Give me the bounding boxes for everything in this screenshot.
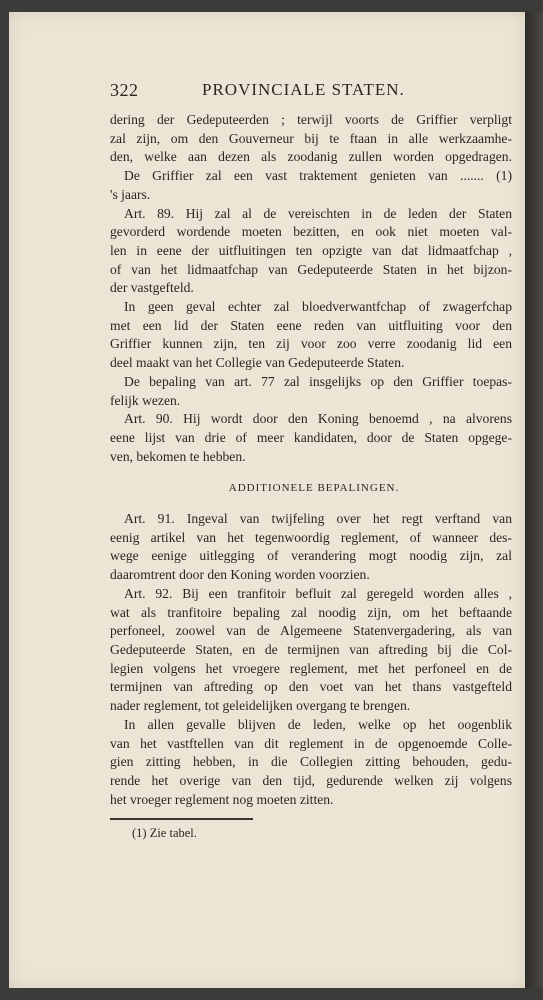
text-line: of van het lidmaatfchap van Gedeputeerde Staten in het bijzon- [110, 261, 512, 277]
text-line: rende het overige van den tijd, gedurende welken zij volgens [110, 772, 512, 788]
text-line: het vroeger reglement nog moeten zitten. [110, 791, 334, 807]
text-line: eene lijst van drie of meer kandidaten, door de Staten opgege- [110, 429, 512, 445]
text-line: gien zitting hebben, in die Collegien zitting behouden, gedu- [110, 754, 512, 770]
running-head: PROVINCIALE STATEN. [202, 80, 405, 99]
text-line: Art. 89. Hij zal al de vereischten in de leden der Staten [124, 205, 512, 221]
text-line: deel maakt van het Collegie van Gedeputeerde Staten. [110, 355, 405, 371]
text-line: termijnen van aftreding op den voet van het thans vastgefteld [110, 679, 512, 695]
text-line: felijk wezen. [110, 392, 181, 408]
text-line: In geen geval echter zal bloedverwantfchap of zwagerfchap [124, 299, 512, 315]
body-text [110, 111, 512, 809]
text-line: 's jaars. [110, 186, 151, 202]
text-line: dering der Gedeputeerden ; terwijl voorts de Griffier verpligt [110, 112, 512, 127]
text-line: van het vastftellen van dit reglement in de opgenoemde Colle- [110, 735, 512, 751]
text-line: Griffier kunnen zijn, ten zij voor zoo verre zoodanig lid een [110, 336, 512, 352]
page-header [110, 80, 405, 102]
text-line: met een lid der Staten eene reden van uitfluiting voor den [110, 317, 512, 333]
text-line: De Griffier zal een vast traktement genieten van ....... (1) [124, 168, 512, 184]
text-line: wat als tranfitoire bepaling zal noodig zijn, om het beftaande [110, 604, 512, 620]
text-line: wege eenige uitlegging of verandering mogt noodig zijn, zal [110, 548, 512, 564]
text-line: De bepaling van art. 77 zal insgelijks op den Griffier toepas- [124, 373, 512, 389]
text-line: ven, bekomen te hebben. [110, 448, 246, 464]
page-edge-shadow [525, 12, 543, 988]
text-line: nader reglement, tot geleidelijken overgang te brengen. [110, 698, 411, 714]
text-line: len in eene der uitfluitingen ten opzigte van dat lidmaatfchap , [110, 242, 512, 258]
section-heading: ADDITIONELE BEPALINGEN. [228, 482, 400, 495]
text-line: Gedeputeerde Staten, en de termijnen van aftreding bij die Col- [110, 641, 512, 657]
text-line: zal zijn, om den Gouverneur bij te ftaan in alle werkzaamhe- [110, 130, 512, 146]
text-line: Art. 92. Bij een tranfitoir befluit zal geregeld worden alles , [124, 585, 512, 601]
text-line: daaromtrent door den Koning worden voorzien. [110, 567, 370, 583]
text-line: Art. 90. Hij wordt door den Koning benoemd , na alvorens [124, 411, 512, 427]
text-line: der vastgefteld. [110, 280, 194, 296]
text-line: eenig artikel van het tegenwoordig reglement, of wanneer des- [110, 529, 512, 545]
text-line: In allen gevalle blijven de leden, welke op het oogenblik [124, 716, 512, 732]
footnote: (1) Zie tabel. [132, 826, 197, 840]
text-line: gevorderd wordende moeten bezitten, en ook niet moeten val- [110, 224, 512, 240]
text-line: den, welke aan dezen als zoodanig zullen worden opgedragen. [110, 149, 512, 165]
page-number: 322 [110, 80, 139, 100]
text-line: legien volgens het vroegere reglement, met het perfoneel en de [110, 660, 512, 676]
text-line: perfoneel, zoowel van de Algemeene Statenvergadering, als van [110, 623, 512, 639]
footnote-rule [110, 818, 253, 820]
text-line: Art. 91. Ingeval van twijfeling over het regt verftand van [124, 511, 512, 527]
